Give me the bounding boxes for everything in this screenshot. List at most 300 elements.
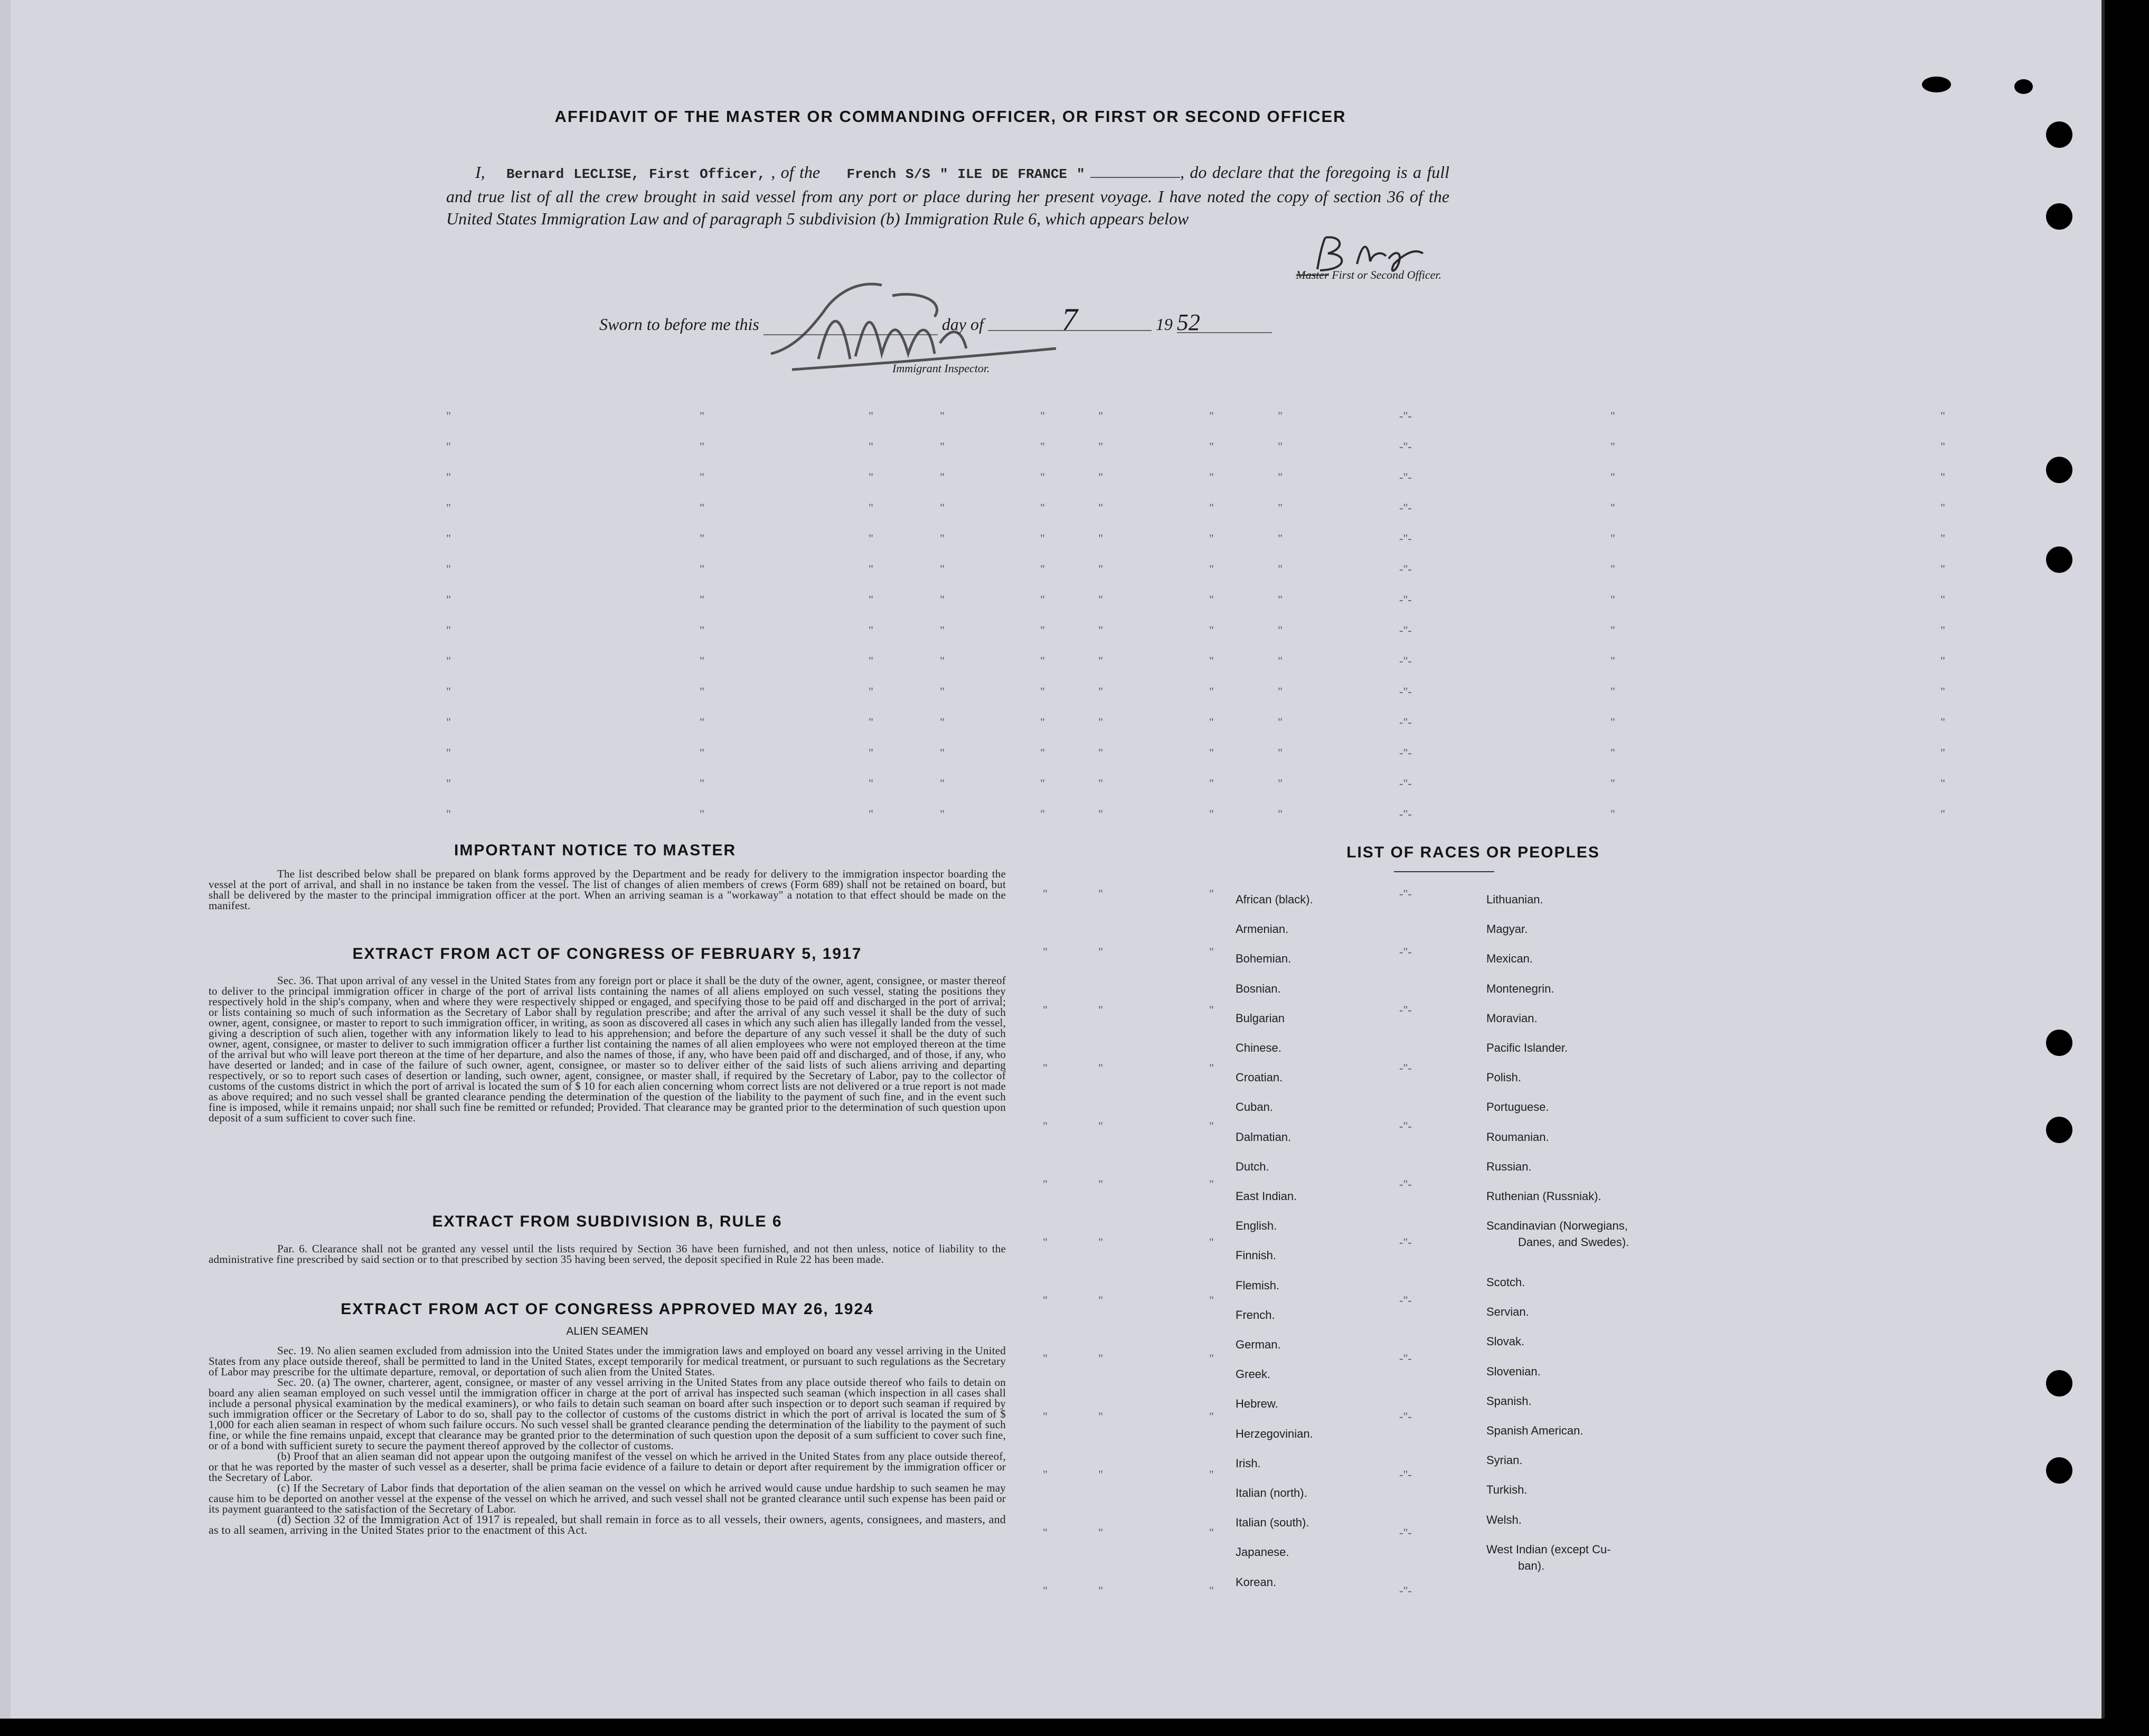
race-item: Roumanian. bbox=[1486, 1130, 1549, 1144]
ditto-mark: " bbox=[940, 715, 945, 729]
race-item: Bulgarian bbox=[1236, 1011, 1285, 1025]
ditto-mark: " bbox=[1043, 887, 1048, 900]
sworn-year-prefix: 19 bbox=[1155, 315, 1173, 334]
ditto-mark: " bbox=[446, 654, 451, 667]
race-item: Spanish American. bbox=[1486, 1423, 1584, 1437]
vessel-name: French S/S " ILE DE FRANCE " bbox=[846, 166, 1085, 182]
extract-1924-sec20a: Sec. 20. (a) The owner, charterer, agent, consignee, or master of any vessel arriving in the United States from any place outside thereof who fails to detain on board any alien seaman employed on such vessel until the immigration officer in charge at the port of arrival has inspected such seaman (which inspection in all cases shall include a personal physical examination by the medical examiners), or who fails to detain such seaman on board after such inspection or to deport such seaman if required by such immigration officer or the Secretary of Labor to do so, shall pay to the collector of customs of the customs district in which the port of arrival is located the sum of $ 1,000 for each alien seaman in respect of whom such failure occurs. No such vessel shall be granted clearance pending the determination of the liability to the payment of such fine, or while the fine remains unpaid, except that clearance may be granted prior to the determination of such question upon the deposit of a sum sufficient to cover such fine, or of a bond with sufficient surety to secure the payment thereof approved by the collector of customs. bbox=[209, 1376, 1006, 1452]
ditto-mark: " bbox=[940, 777, 945, 790]
ditto-mark: " bbox=[1209, 624, 1214, 637]
ditto-mark: " bbox=[1098, 624, 1103, 637]
ditto-mark: " bbox=[1209, 1352, 1214, 1365]
ditto-mark: " bbox=[1043, 1061, 1048, 1074]
race-item: Italian (north). bbox=[1236, 1486, 1307, 1499]
ditto-mark: " bbox=[1940, 807, 1945, 820]
affidavit-declaration-body: that the foregoing is a full and true list of all the crew brought in said vessel from any port or place during her present voyage. I have noted the copy of section 36 of the United States Immigration Law and of paragraph 5 subdivision (b) Immigration Rule 6, which appears below bbox=[446, 163, 1450, 228]
ditto-mark: " bbox=[700, 501, 704, 514]
race-item: Finnish. bbox=[1236, 1249, 1277, 1262]
ditto-mark: " bbox=[1610, 654, 1615, 667]
punch-hole bbox=[2046, 457, 2072, 483]
ditto-mark: " bbox=[1940, 593, 1945, 606]
ditto-mark: " bbox=[1043, 1235, 1048, 1249]
page-left-edge bbox=[0, 0, 11, 1719]
ditto-mark: " bbox=[1098, 1003, 1103, 1016]
race-item: ban). bbox=[1518, 1559, 1545, 1572]
ditto-mark: -"- bbox=[1399, 654, 1412, 667]
ditto-mark: " bbox=[1610, 807, 1615, 820]
punch-hole bbox=[2046, 1117, 2072, 1143]
ditto-mark: " bbox=[1278, 715, 1283, 729]
ditto-mark: " bbox=[446, 532, 451, 545]
officer-title-line bbox=[1167, 268, 1441, 282]
ditto-mark: " bbox=[1610, 593, 1615, 606]
ditto-mark: " bbox=[1098, 1061, 1103, 1074]
affidavit-text-i: I, bbox=[475, 163, 485, 182]
ditto-mark: " bbox=[1278, 624, 1283, 637]
ditto-mark: " bbox=[1209, 715, 1214, 729]
ditto-mark: " bbox=[446, 777, 451, 790]
race-item: Bohemian. bbox=[1236, 952, 1292, 966]
ditto-mark: " bbox=[869, 746, 873, 759]
ditto-mark: " bbox=[1209, 470, 1214, 484]
ditto-mark: " bbox=[1043, 1584, 1048, 1597]
ditto-mark: " bbox=[1209, 1468, 1214, 1481]
race-item: Portuguese. bbox=[1486, 1100, 1549, 1114]
ditto-mark: -"- bbox=[1399, 945, 1412, 958]
ditto-mark: " bbox=[1098, 1294, 1103, 1307]
extract-1924-text bbox=[209, 1345, 1006, 1535]
ditto-mark: " bbox=[1209, 1119, 1214, 1133]
ditto-mark: " bbox=[700, 654, 704, 667]
ditto-mark: " bbox=[1278, 654, 1283, 667]
ditto-mark: " bbox=[446, 624, 451, 637]
inspector-signature bbox=[760, 269, 1077, 396]
ditto-mark: -"- bbox=[1399, 1410, 1412, 1423]
ditto-mark: " bbox=[1098, 1352, 1103, 1365]
ditto-mark: " bbox=[1043, 1468, 1048, 1481]
ditto-mark: -"- bbox=[1399, 1235, 1412, 1249]
ditto-mark: " bbox=[1040, 532, 1045, 545]
ditto-mark: -"- bbox=[1399, 1003, 1412, 1016]
extract-rule6-title: EXTRACT FROM SUBDIVISION B, RULE 6 bbox=[432, 1213, 783, 1230]
ditto-mark: -"- bbox=[1399, 1352, 1412, 1365]
race-item: Danes, and Swedes). bbox=[1518, 1235, 1629, 1249]
race-item: German. bbox=[1236, 1338, 1281, 1351]
ditto-mark: " bbox=[1043, 1526, 1048, 1539]
sworn-year: 52 bbox=[1177, 313, 1272, 333]
ditto-mark: -"- bbox=[1399, 470, 1412, 484]
ditto-mark: -"- bbox=[1399, 715, 1412, 729]
ditto-mark: " bbox=[940, 562, 945, 575]
extract-1924-sec19: Sec. 19. No alien seamen excluded from admission into the United States under the immigration laws and employed on board any vessel arriving in the United States from any place outside thereof, shall be permitted to land in the United States, except temporarily for medical treatment, or pursuant to such regulations as the Secretary of Labor may prescribe for the ultimate departure, removal, or deportation of such alien from the United States. bbox=[209, 1344, 1006, 1378]
ditto-mark: " bbox=[1043, 1177, 1048, 1191]
ditto-mark: " bbox=[1098, 1410, 1103, 1423]
ditto-mark: " bbox=[1040, 624, 1045, 637]
affidavit-text-of-the: , of the bbox=[771, 163, 821, 182]
ditto-mark: -"- bbox=[1399, 1294, 1412, 1307]
ditto-mark: " bbox=[700, 470, 704, 484]
extract-1924-title: EXTRACT FROM ACT OF CONGRESS APPROVED MAY 26, 1924 bbox=[341, 1300, 874, 1318]
ditto-mark: " bbox=[1610, 440, 1615, 453]
ditto-mark: " bbox=[869, 532, 873, 545]
ditto-mark: -"- bbox=[1399, 440, 1412, 453]
notice-text: The list described below shall be prepared on blank forms approved by the Department and be ready for delivery to the immigration inspector boarding the vessel at the port of arrival, and shall in no instance be taken from the vessel. The list of changes of alien members of crews (Form 689) shall not be retained on board, but shall be delivered by the master to the principal immigration officer at the port. When an arriving seaman is a "workaway" a notation to that effect should be made on the manifest. bbox=[209, 867, 1006, 912]
ditto-mark: " bbox=[1040, 777, 1045, 790]
ditto-mark: " bbox=[446, 593, 451, 606]
officer-name: Bernard LECLISE, First Officer, bbox=[506, 166, 766, 182]
ditto-mark: " bbox=[1209, 440, 1214, 453]
ditto-mark: " bbox=[446, 409, 451, 422]
ditto-mark: " bbox=[1209, 654, 1214, 667]
ditto-mark: -"- bbox=[1399, 777, 1412, 790]
race-item: Syrian. bbox=[1486, 1454, 1523, 1467]
ditto-mark: " bbox=[940, 440, 945, 453]
race-item: Herzegovinian. bbox=[1236, 1427, 1313, 1440]
ditto-mark: " bbox=[1940, 440, 1945, 453]
ditto-mark: " bbox=[446, 501, 451, 514]
ditto-mark: " bbox=[1278, 777, 1283, 790]
ditto-mark: " bbox=[1043, 1003, 1048, 1016]
race-item: French. bbox=[1236, 1308, 1275, 1322]
ditto-mark: -"- bbox=[1399, 1468, 1412, 1481]
race-item: Ruthenian (Russniak). bbox=[1486, 1190, 1601, 1203]
ditto-mark: " bbox=[1098, 1584, 1103, 1597]
races-list-title: LIST OF RACES OR PEOPLES bbox=[1346, 844, 1600, 861]
ditto-mark: " bbox=[869, 409, 873, 422]
races-title-rule bbox=[1394, 871, 1494, 872]
ditto-mark: " bbox=[1040, 746, 1045, 759]
ditto-mark: " bbox=[1278, 409, 1283, 422]
ditto-mark: " bbox=[1098, 715, 1103, 729]
race-item: Scandinavian (Norwegians, bbox=[1486, 1219, 1628, 1233]
ditto-mark: " bbox=[1098, 945, 1103, 958]
ditto-mark: " bbox=[1098, 654, 1103, 667]
ditto-mark: " bbox=[1209, 807, 1214, 820]
ditto-mark: " bbox=[700, 746, 704, 759]
ditto-mark: " bbox=[1278, 532, 1283, 545]
ditto-mark: -"- bbox=[1399, 624, 1412, 637]
sworn-month: 7 bbox=[988, 309, 1152, 331]
ditto-mark: " bbox=[1610, 532, 1615, 545]
ditto-mark: " bbox=[1610, 501, 1615, 514]
extract-1917-text: Sec. 36. That upon arrival of any vessel in the United States from any foreign port or place it shall be the duty of the owner, agent, consignee, or master thereof to deliver to the principal immigration officer in charge of the port of arrival lists containing the names of all aliens employed on such vessel, stating the positions they respectively hold in the ship's company, when and where they were respectively shipped or engaged, and specifying those to be paid off and discharged in the port of arrival; or lists containing so much of such information as the Secretary of Labor shall by regulation prescribe; and after the arrival of any such vessel it shall be the duty of such owner, agent, consignee, or master to report to such immigration officer, in writing, as soon as discovered all cases in which any such alien has illegally landed from the vessel, giving a description of such alien, together with any information likely to lead to his apprehension; and before the departure of any such vessel it shall be the duty of such owner, agent, consignee, or master to deliver to such immigration officer a further list containing the names of all alien employees who were not employed thereon at the time of the arrival but who will leave port thereon at the time of her departure, and also the names of those, if any, who have been paid off and discharged, and of those, if any, who have deserted or landed; and in case of the failure of such owner, agent, consignee, or master so to deliver either of the said lists of such aliens arriving and departing respectively, or so to report such cases of desertion or landing, such owner, agent, consignee, or master shall, if required by the Secretary of Labor, pay to the collector of customs of the customs district in which the port of arrival is located the sum of $ 10 for each alien concerning whom correct lists are not delivered or a true report is not made as above required; and no such vessel shall be granted clearance pending the determination of the question of the liability to the payment of such fine, and in the event such fine is imposed, while it remains unpaid; nor shall such fine be remitted or refunded; Provided. That clearance may be granted prior to the determination of such question upon deposit of a sum sufficient to cover such fine. bbox=[209, 974, 1006, 1124]
ditto-mark: " bbox=[446, 470, 451, 484]
ditto-mark: " bbox=[1940, 685, 1945, 698]
ditto-mark: " bbox=[700, 440, 704, 453]
ditto-mark: " bbox=[1098, 501, 1103, 514]
race-item: Bosnian. bbox=[1236, 982, 1281, 995]
ditto-mark: " bbox=[1040, 501, 1045, 514]
ditto-mark: " bbox=[940, 470, 945, 484]
ditto-mark: " bbox=[1209, 1526, 1214, 1539]
ditto-mark: " bbox=[446, 562, 451, 575]
race-item: Moravian. bbox=[1486, 1011, 1538, 1025]
ditto-mark: " bbox=[1098, 807, 1103, 820]
notice-title: IMPORTANT NOTICE TO MASTER bbox=[454, 842, 737, 859]
ditto-mark: " bbox=[869, 777, 873, 790]
ditto-mark: " bbox=[1610, 562, 1615, 575]
ditto-mark: " bbox=[1610, 409, 1615, 422]
punch-hole bbox=[2046, 1370, 2072, 1397]
officer-label-struck: Master bbox=[1296, 268, 1329, 281]
ditto-mark: " bbox=[700, 593, 704, 606]
race-item: Lithuanian. bbox=[1486, 893, 1543, 906]
ditto-mark: " bbox=[1209, 746, 1214, 759]
ditto-mark: -"- bbox=[1399, 1061, 1412, 1074]
sworn-day-label: day of bbox=[941, 315, 984, 334]
race-item: Italian (south). bbox=[1236, 1516, 1309, 1530]
race-item: Irish. bbox=[1236, 1456, 1261, 1470]
ditto-mark: -"- bbox=[1399, 685, 1412, 698]
ditto-mark: " bbox=[1278, 562, 1283, 575]
ditto-mark: " bbox=[869, 470, 873, 484]
ditto-mark: " bbox=[446, 807, 451, 820]
punch-hole bbox=[2046, 203, 2072, 230]
extract-1924-subtitle: ALIEN SEAMEN bbox=[566, 1325, 648, 1337]
ink-blot bbox=[1922, 77, 1951, 92]
ditto-mark: " bbox=[1040, 470, 1045, 484]
race-item: Polish. bbox=[1486, 1071, 1522, 1084]
extract-1924-sec20b: (b) Proof that an alien seaman did not appear upon the outgoing manifest of the vessel on which he arrived in the United States from any place outside thereof, or that he was reported by the master of such vessel as a deserter, shall be prima facie evidence of a failure to detain or deport after requirement by the immigration officer or the Secretary of Labor. bbox=[209, 1450, 1006, 1484]
ditto-mark: " bbox=[1040, 562, 1045, 575]
ditto-mark: " bbox=[1098, 1526, 1103, 1539]
race-item: Hebrew. bbox=[1236, 1397, 1278, 1411]
immigrant-inspector-label: Immigrant Inspector. bbox=[892, 362, 990, 375]
ditto-mark: " bbox=[940, 654, 945, 667]
ditto-mark: " bbox=[1610, 624, 1615, 637]
ditto-mark: " bbox=[1209, 1584, 1214, 1597]
ditto-mark: " bbox=[1940, 624, 1945, 637]
race-item: Armenian. bbox=[1236, 922, 1289, 936]
race-item: Chinese. bbox=[1236, 1041, 1281, 1054]
race-item: Magyar. bbox=[1486, 922, 1528, 936]
ditto-mark: " bbox=[1209, 1177, 1214, 1191]
affidavit-text-declare: , do declare bbox=[1180, 163, 1262, 182]
ditto-mark: " bbox=[1040, 440, 1045, 453]
ditto-mark: " bbox=[1209, 1410, 1214, 1423]
affidavit-statement bbox=[446, 161, 1449, 230]
ditto-mark: " bbox=[1098, 887, 1103, 900]
ditto-mark: " bbox=[1098, 409, 1103, 422]
ditto-mark: " bbox=[700, 777, 704, 790]
ditto-mark: " bbox=[1940, 532, 1945, 545]
ditto-mark: " bbox=[1278, 440, 1283, 453]
ditto-mark: " bbox=[1098, 685, 1103, 698]
ditto-mark: " bbox=[869, 440, 873, 453]
officer-label: First or Second Officer. bbox=[1332, 268, 1441, 281]
race-item: Cuban. bbox=[1236, 1100, 1273, 1114]
ditto-mark: " bbox=[1610, 470, 1615, 484]
ditto-mark: " bbox=[1098, 1235, 1103, 1249]
ditto-mark: " bbox=[940, 532, 945, 545]
ditto-mark: -"- bbox=[1399, 887, 1412, 900]
race-item: Dalmatian. bbox=[1236, 1130, 1292, 1144]
race-item: East Indian. bbox=[1236, 1190, 1297, 1203]
affidavit-title: AFFIDAVIT OF THE MASTER OR COMMANDING OFFICER, OR FIRST OR SECOND OFFICER bbox=[554, 107, 1346, 126]
punch-hole bbox=[2046, 121, 2072, 148]
ditto-mark: -"- bbox=[1399, 746, 1412, 759]
race-item: Slovak. bbox=[1486, 1335, 1525, 1348]
ditto-mark: " bbox=[1040, 715, 1045, 729]
ditto-mark: " bbox=[1209, 501, 1214, 514]
ditto-mark: " bbox=[1278, 593, 1283, 606]
ditto-mark: " bbox=[700, 807, 704, 820]
race-item: Pacific Islander. bbox=[1486, 1041, 1568, 1054]
ditto-mark: " bbox=[940, 685, 945, 698]
ditto-mark: " bbox=[1098, 746, 1103, 759]
ditto-mark: -"- bbox=[1399, 1584, 1412, 1597]
ditto-mark: " bbox=[869, 501, 873, 514]
race-item: African (black). bbox=[1236, 893, 1313, 906]
punch-hole bbox=[2046, 546, 2072, 573]
race-item: Dutch. bbox=[1236, 1159, 1269, 1173]
race-item: Greek. bbox=[1236, 1367, 1271, 1381]
race-item: Slovenian. bbox=[1486, 1364, 1541, 1378]
ditto-mark: " bbox=[1209, 1235, 1214, 1249]
race-item: English. bbox=[1236, 1219, 1277, 1233]
ditto-mark: " bbox=[1610, 746, 1615, 759]
ditto-mark: " bbox=[1209, 685, 1214, 698]
ditto-mark: " bbox=[1610, 715, 1615, 729]
punch-hole bbox=[2046, 1030, 2072, 1056]
ditto-mark: " bbox=[869, 654, 873, 667]
ditto-mark: " bbox=[1098, 1468, 1103, 1481]
ditto-mark: -"- bbox=[1399, 409, 1412, 422]
ditto-mark: " bbox=[1209, 1061, 1214, 1074]
ditto-mark: " bbox=[1098, 1119, 1103, 1133]
race-item: Scotch. bbox=[1486, 1275, 1525, 1289]
ditto-mark: " bbox=[700, 715, 704, 729]
ditto-mark: " bbox=[1040, 685, 1045, 698]
ditto-mark: " bbox=[1043, 1352, 1048, 1365]
race-item: Flemish. bbox=[1236, 1278, 1280, 1292]
ditto-mark: " bbox=[446, 440, 451, 453]
ditto-mark: -"- bbox=[1399, 1526, 1412, 1539]
ditto-mark: " bbox=[1940, 777, 1945, 790]
ditto-mark: -"- bbox=[1399, 807, 1412, 820]
ditto-mark: " bbox=[1940, 715, 1945, 729]
ditto-mark: " bbox=[1043, 1410, 1048, 1423]
ditto-mark: " bbox=[1278, 746, 1283, 759]
extract-1924-sec20c: (c) If the Secretary of Labor finds that deportation of the alien seaman on the vessel on which he arrived would cause undue hardship to such seamen he may cause him to be deported on another vessel at the expense of the vessel on which he arrived, and such vessel shall not be granted clearance until such expense has been paid or its payment guaranteed to the satisfaction of the Secretary of Labor. bbox=[209, 1482, 1006, 1515]
ditto-mark: " bbox=[700, 409, 704, 422]
ditto-mark: " bbox=[869, 807, 873, 820]
ditto-mark: " bbox=[1098, 593, 1103, 606]
ditto-mark: " bbox=[869, 562, 873, 575]
ditto-mark: " bbox=[869, 624, 873, 637]
vessel-underline bbox=[1090, 177, 1180, 178]
race-item: Welsh. bbox=[1486, 1513, 1522, 1526]
ditto-mark: " bbox=[869, 685, 873, 698]
race-item: Korean. bbox=[1236, 1575, 1277, 1589]
ditto-mark: " bbox=[1043, 1119, 1048, 1133]
ditto-mark: " bbox=[1098, 532, 1103, 545]
punch-hole bbox=[2046, 1457, 2072, 1484]
ditto-mark: -"- bbox=[1399, 1177, 1412, 1191]
race-item: Montenegrin. bbox=[1486, 982, 1554, 995]
ditto-mark: -"- bbox=[1399, 562, 1412, 575]
ditto-mark: " bbox=[869, 715, 873, 729]
ditto-mark: " bbox=[940, 409, 945, 422]
ditto-mark: " bbox=[446, 715, 451, 729]
ditto-mark: " bbox=[1098, 1177, 1103, 1191]
race-item: Croatian. bbox=[1236, 1071, 1283, 1084]
ditto-mark: " bbox=[1043, 1294, 1048, 1307]
ditto-mark: " bbox=[1098, 777, 1103, 790]
race-item: Mexican. bbox=[1486, 952, 1533, 966]
race-item: Servian. bbox=[1486, 1305, 1529, 1319]
ditto-mark: " bbox=[1209, 409, 1214, 422]
ditto-mark: -"- bbox=[1399, 1119, 1412, 1133]
race-item: Turkish. bbox=[1486, 1483, 1528, 1497]
ditto-mark: " bbox=[1610, 685, 1615, 698]
ditto-mark: " bbox=[1209, 1294, 1214, 1307]
ditto-mark: " bbox=[1043, 945, 1048, 958]
race-item: Japanese. bbox=[1236, 1545, 1289, 1559]
ditto-mark: " bbox=[1209, 1003, 1214, 1016]
ditto-mark: " bbox=[940, 807, 945, 820]
ditto-mark: " bbox=[940, 746, 945, 759]
ditto-mark: " bbox=[1610, 777, 1615, 790]
sworn-text: Sworn to before me this bbox=[599, 315, 759, 334]
extract-1917-title: EXTRACT FROM ACT OF CONGRESS OF FEBRUARY 5, 1917 bbox=[352, 945, 862, 963]
ditto-mark: " bbox=[700, 685, 704, 698]
ditto-mark: " bbox=[1098, 440, 1103, 453]
ditto-mark: -"- bbox=[1399, 593, 1412, 606]
race-item: West Indian (except Cu- bbox=[1486, 1542, 1611, 1556]
ditto-mark: " bbox=[1278, 470, 1283, 484]
ditto-mark: " bbox=[446, 685, 451, 698]
ditto-mark: " bbox=[940, 624, 945, 637]
ditto-mark: " bbox=[700, 624, 704, 637]
ditto-mark: " bbox=[869, 593, 873, 606]
ditto-mark: " bbox=[1278, 807, 1283, 820]
ditto-mark: -"- bbox=[1399, 532, 1412, 545]
ditto-mark: " bbox=[1209, 777, 1214, 790]
ditto-mark: " bbox=[1209, 593, 1214, 606]
ditto-mark: " bbox=[700, 562, 704, 575]
ditto-mark: " bbox=[1098, 562, 1103, 575]
ditto-mark: " bbox=[700, 532, 704, 545]
ditto-mark: " bbox=[940, 501, 945, 514]
ditto-mark: " bbox=[1040, 807, 1045, 820]
ditto-mark: " bbox=[1940, 409, 1945, 422]
ditto-mark: " bbox=[1940, 746, 1945, 759]
ditto-mark: " bbox=[1940, 654, 1945, 667]
ditto-mark: " bbox=[1278, 685, 1283, 698]
ditto-mark: " bbox=[1940, 501, 1945, 514]
ditto-mark: " bbox=[1940, 470, 1945, 484]
ditto-mark: " bbox=[1040, 593, 1045, 606]
ditto-mark: " bbox=[940, 593, 945, 606]
ditto-mark: " bbox=[1040, 409, 1045, 422]
extract-rule6-text: Par. 6. Clearance shall not be granted any vessel until the lists required by Section 36 have been furnished, and not then unless, notice of liability to the administrative fine prescribed by said section or to that prescribed by section 35 having been served, the deposit specified in Rule 22 has been made. bbox=[209, 1242, 1006, 1266]
ditto-mark: " bbox=[446, 746, 451, 759]
ditto-mark: " bbox=[1209, 945, 1214, 958]
ditto-mark: " bbox=[1209, 562, 1214, 575]
ditto-mark: " bbox=[1278, 501, 1283, 514]
ditto-mark: " bbox=[1040, 654, 1045, 667]
race-item: Spanish. bbox=[1486, 1394, 1532, 1408]
extract-1924-sec20d: (d) Section 32 of the Immigration Act of 1917 is repealed, but shall remain in force as to all vessels, their owners, agents, consignees, and masters, and as to all seamen, arriving in the United States prior to the enactment of this Act. bbox=[209, 1513, 1006, 1536]
ditto-mark: " bbox=[1098, 470, 1103, 484]
ditto-mark: " bbox=[1940, 562, 1945, 575]
ink-blot bbox=[2014, 79, 2033, 94]
ditto-mark: " bbox=[1209, 532, 1214, 545]
ditto-mark: -"- bbox=[1399, 501, 1412, 514]
race-item: Russian. bbox=[1486, 1159, 1532, 1173]
ditto-mark: " bbox=[1209, 887, 1214, 900]
